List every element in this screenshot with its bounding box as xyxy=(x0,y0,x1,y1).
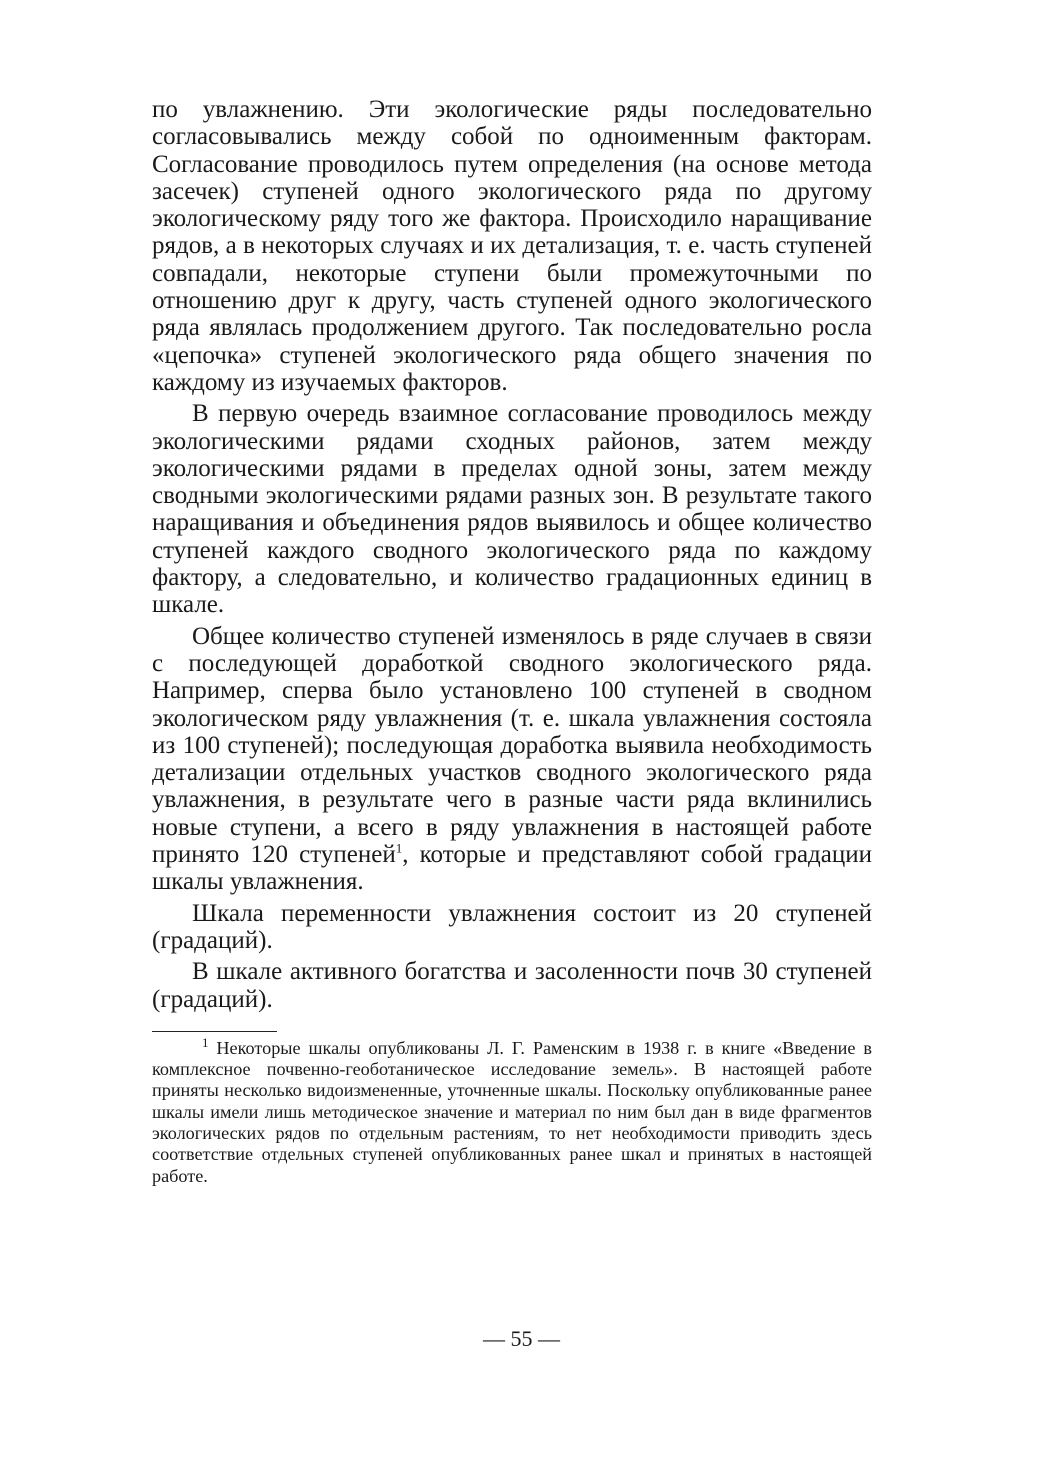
page-number: — 55 — xyxy=(483,1326,560,1351)
paragraph-1: по увлажнению. Эти экологические ряды последовательно согласовывались между собой по одноименным факторам. Согласование проводилось путем определения (на основе метода засечек) ступеней одного экологического ряда по другому экологическому ряду того же фактора. Происходило наращивание рядов, а в некоторых случаях и их детализация, т. е. часть ступеней совпадали, некоторые ступени были промежуточными по отношению друг к другу, часть ступеней одного экологического ряда являлась продолжением другого. Так последовательно росла «цепочка» ступеней экологического ряда общего значения по каждому из изучаемых факторов. xyxy=(152,96,872,396)
footnote-text: Некоторые шкалы опубликованы Л. Г. Раменским в 1938 г. в книге «Введение в комплексное почвенно-геоботаническое исследование земель». В настоящей работе приняты несколько видоизмененные, уточненные шкалы. Поскольку опубликованные ранее шкалы имели лишь методическое значение и материал по ним был дан в виде фрагментов экологических рядов по отдельным растениям, то нет необходимости приводить здесь соответствие отдельных ступеней опубликованных ранее шкал и принятых в настоящей работе. xyxy=(152,1037,872,1186)
paragraph-3 xyxy=(152,623,872,896)
footnote-divider xyxy=(152,1031,277,1032)
footnote xyxy=(152,1034,872,1187)
footnote-mark: 1 xyxy=(202,1034,209,1050)
paragraph-3-tail: , которые и представляют собой градации шкалы увлажнения. xyxy=(152,841,872,896)
paragraph-5: В шкале активного богатства и засоленности почв 30 ступеней (градаций). xyxy=(152,958,872,1013)
paragraph-3-text: Общее количество ступеней изменялось в ряде случаев в связи с последующей доработкой сводного экологического ряда. Например, сперва было установлено 100 ступеней в сводном экологическом ряду увлажнения (т. е. шкала увлажнения состояла из 100 ступеней); последующая доработка выявила необходимость детализации отдельных участков сводного экологического ряда увлажнения, в результате чего в разные части ряда вклинились новые ступени, а всего в ряду увлажнения в настоящей работе принято 120 ступеней xyxy=(152,622,872,869)
paragraph-4: Шкала переменности увлажнения состоит из 20 ступеней (градаций). xyxy=(152,899,872,954)
paragraph-2: В первую очередь взаимное согласование проводилось между экологическими рядами сходных районов, затем между экологическими рядами в пределах одной зоны, затем между сводными экологическими рядами разных зон. В результате такого наращивания и объединения рядов выявилось и общее количество ступеней каждого сводного экологического ряда по каждому фактору, а следовательно, и количество градационных единиц в шкале. xyxy=(152,400,872,619)
page-body xyxy=(152,96,872,1187)
footnote-reference: 1 xyxy=(395,840,403,856)
